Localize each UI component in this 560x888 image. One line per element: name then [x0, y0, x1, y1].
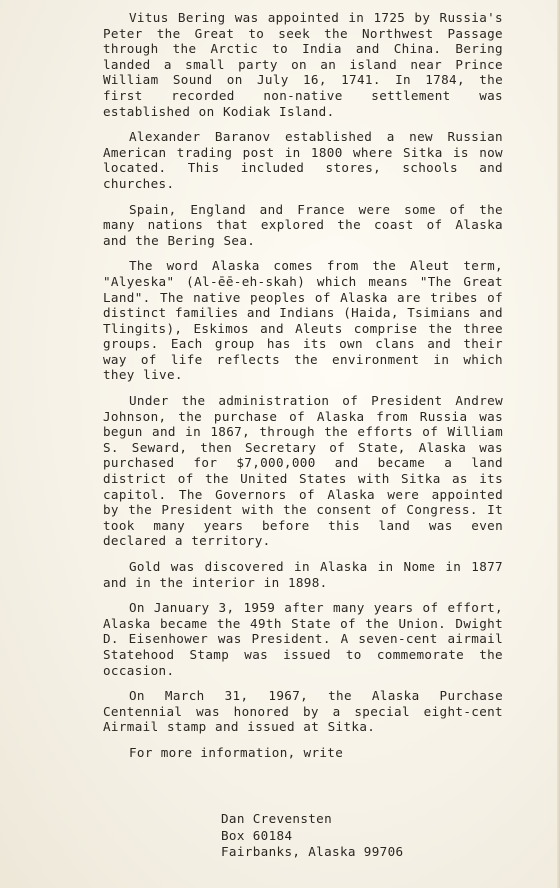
- paragraph-statehood: On January 3, 1959 after many years of effort, Alaska became the 49th State of the Union. Dwight D. Eisenhower was President. A seven-cent airmail Statehood Stamp was issued to commemorate the occasion.: [103, 600, 503, 678]
- paragraph-purchase: Under the administration of President Andrew Johnson, the purchase of Alaska from Russia was begun and in 1867, through the efforts of William S. Seward, then Secretary of State, Alaska was purchased for $7,000,000 and became a land district of the United States with Sitka as its capitol. The Governors of Alaska were appointed by the President with the consent of Congress. It took many years before this land was even declared a territory.: [103, 393, 503, 549]
- paragraph-centennial: On March 31, 1967, the Alaska Purchase Centennial was honored by a special eight-cent Airmail stamp and issued at Sitka.: [103, 688, 503, 735]
- paragraph-baranov: Alexander Baranov established a new Russian American trading post in 1800 where Sitka is now located. This included stores, schools and churches.: [103, 129, 503, 191]
- paragraph-gold: Gold was discovered in Alaska in Nome in 1877 and in the interior in 1898.: [103, 559, 503, 590]
- address-city: Fairbanks, Alaska 99706: [221, 844, 404, 859]
- body-text: [103, 10, 503, 775]
- closing-line: For more information, write: [129, 744, 344, 760]
- paragraph-explorers: Spain, England and France were some of the many nations that explored the coast of Alaska and the Bering Sea.: [103, 201, 503, 248]
- paragraph-bering: Vitus Bering was appointed in 1725 by Russia's Peter the Great to seek the Northwest Passage through the Arctic to India and China. Bering landed a small party on an island near Prince William Sound on July 16, 1741. In 1784, the first recorded non-native settlement was established on Kodiak Island.: [103, 10, 503, 119]
- paragraph-alyeska: The word Alaska comes from the Aleut term, "Alyeska" (Al-ēē-eh-skah) which means "The Great Land". The native peoples of Alaska are tribes of distinct families and Indians (Haida, Tsimians and Tlingits), Eskimos and Aleuts comprise the three groups. Each group has its own clans and their way of life reflects the environment in which they live.: [103, 258, 503, 383]
- address-box: Box 60184: [221, 827, 293, 843]
- mailing-address: [221, 811, 403, 861]
- address-name: Dan Crevensten: [221, 811, 333, 826]
